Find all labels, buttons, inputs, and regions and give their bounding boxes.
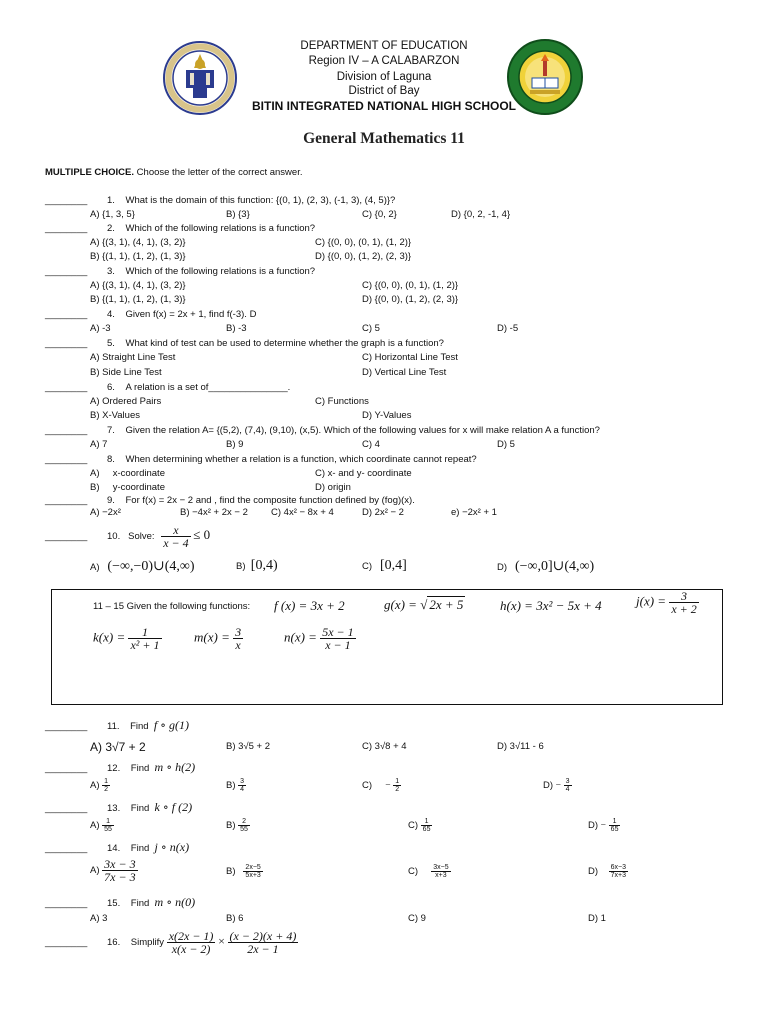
option-b: B) -3 bbox=[226, 323, 247, 334]
answer-blank[interactable]: ________ bbox=[45, 843, 88, 854]
question-7 bbox=[45, 425, 600, 436]
answer-blank[interactable]: ________ bbox=[45, 803, 88, 814]
option-a: A) $\frac{1}{2}$ bbox=[90, 778, 109, 793]
option-b: B) −4x² + 2x − 2 bbox=[180, 507, 248, 518]
question-text: Solve: bbox=[128, 531, 155, 543]
question-number: 15. bbox=[107, 898, 121, 909]
option-b: B) 3√5 + 2 bbox=[226, 741, 271, 752]
question-number: 6. bbox=[107, 382, 115, 393]
question-text: What is the domain of this function: {(0, 1), (2, 3), (-1, 3), (4, 5)}? bbox=[125, 195, 396, 206]
option-b: B) $\frac{2x-5}{5x+3}$ bbox=[226, 864, 261, 879]
option-d: D) {(0, 0), (1, 2), (2, 3)} bbox=[315, 251, 412, 262]
option-a: A) 3√7 + 2 bbox=[90, 740, 146, 754]
instructions-label: MULTIPLE CHOICE. bbox=[45, 167, 135, 178]
simplify-fraction-2: $\frac{(x - 2)(x + 4)}{2x - 1}$ bbox=[229, 929, 297, 956]
option-b: B) [0,4) bbox=[236, 558, 278, 573]
question-3 bbox=[45, 266, 315, 277]
option-c: C) x- and y- coordinate bbox=[315, 468, 412, 479]
option-c: C) 3√8 + 4 bbox=[362, 741, 407, 752]
option-d: D) 3√11 - 6 bbox=[497, 741, 544, 752]
question-text: For f(x) = 2x − 2 and , find the composite function defined by (fog)(x). bbox=[125, 495, 415, 506]
answer-blank[interactable]: ________ bbox=[45, 898, 88, 909]
header-region: Region IV – A CALABARZON bbox=[308, 55, 460, 67]
instructions-text: Choose the letter of the correct answer. bbox=[134, 167, 303, 178]
option-c: C) $\frac{3x-5}{x+3}$ bbox=[408, 864, 449, 879]
question-number: 2. bbox=[107, 223, 115, 234]
question-text: Which of the following relations is a function? bbox=[125, 266, 316, 277]
question-6 bbox=[45, 382, 290, 393]
option-b: B) 6 bbox=[226, 913, 244, 924]
option-a: A) Ordered Pairs bbox=[90, 396, 162, 407]
question-15: ________ 15. Find m ∘ n(0) bbox=[45, 895, 196, 909]
function-k: k(x) = $\frac{1}{\text{x² + 1}}$ bbox=[93, 625, 160, 652]
question-number: 1. bbox=[107, 195, 115, 206]
page-title: General Mathematics 11 bbox=[303, 130, 465, 147]
option-d: D) {0, 2, -1, 4} bbox=[451, 209, 511, 220]
question-12: ________ 12. Find m ∘ h(2) bbox=[45, 760, 196, 774]
option-c: C) [0,4] bbox=[362, 558, 407, 573]
question-1 bbox=[45, 195, 395, 206]
question-text: When determining whether a relation is a function, which coordinate cannot repeat? bbox=[125, 454, 477, 465]
function-h: h(x) = 3x² − 5x + 4 bbox=[500, 598, 602, 613]
question-text: Simplify bbox=[130, 937, 165, 949]
question-4 bbox=[45, 309, 256, 320]
option-a: A) −2x² bbox=[90, 507, 121, 518]
option-a: A) -3 bbox=[90, 323, 111, 334]
question-number: 8. bbox=[107, 454, 115, 465]
question-number: 14. bbox=[107, 843, 121, 854]
option-b: B) $\frac{3}{4}$ bbox=[226, 778, 245, 793]
option-b: B) 9 bbox=[226, 439, 244, 450]
option-a: A) 3 bbox=[90, 913, 108, 924]
header-division: Division of Laguna bbox=[336, 71, 432, 83]
question-14: ________ 14. Find j ∘ n(x) bbox=[45, 840, 190, 854]
option-d: D) 2x² − 2 bbox=[362, 507, 404, 518]
question-13: ________ 13. Find k ∘ f (2) bbox=[45, 800, 193, 814]
question-2 bbox=[45, 223, 315, 234]
answer-blank[interactable]: ________ bbox=[45, 309, 88, 320]
answer-blank[interactable]: ________ bbox=[45, 223, 88, 234]
option-d: D) {(0, 0), (1, 2), (2, 3)} bbox=[362, 294, 459, 305]
option-b: B) {3} bbox=[226, 209, 250, 220]
option-a: A) $\frac{1}{55}$ bbox=[90, 818, 112, 833]
question-text: Which of the following relations is a function? bbox=[125, 223, 316, 234]
option-d: D) 1 bbox=[588, 913, 606, 924]
answer-blank[interactable]: ________ bbox=[45, 338, 88, 349]
option-b: B) X-Values bbox=[90, 410, 140, 421]
question-11: ________ 11. Find f ∘ g(1) bbox=[45, 718, 190, 732]
answer-blank[interactable]: ________ bbox=[45, 721, 88, 732]
answer-blank[interactable]: ________ bbox=[45, 937, 88, 949]
answer-blank[interactable]: ________ bbox=[45, 425, 88, 436]
header-district: District of Bay bbox=[348, 85, 420, 97]
question-number: 12. bbox=[107, 763, 121, 774]
question-text: A relation is a set of_______________. bbox=[125, 382, 291, 393]
option-c: C) 4 bbox=[362, 439, 380, 450]
question-8 bbox=[45, 454, 477, 465]
function-m: m(x) = $\frac{3}{x}$ bbox=[194, 625, 242, 652]
function-g: g(x) = √ 2x + 5 bbox=[384, 597, 464, 612]
option-c: C) Functions bbox=[315, 396, 369, 407]
header-school-name: BITIN INTEGRATED NATIONAL HIGH SCHOOL bbox=[252, 99, 516, 113]
inequality-relation: ≤ 0 bbox=[193, 527, 211, 543]
question-number: 7. bbox=[107, 425, 115, 436]
question-number: 3. bbox=[107, 266, 115, 277]
option-a: A) Straight Line Test bbox=[90, 352, 176, 363]
function-n: n(x) = $\frac{5x - 1}{x - 1}$ bbox=[284, 625, 354, 652]
option-c: C) {0, 2} bbox=[362, 209, 397, 220]
option-d: D) − $\frac{1}{65}$ bbox=[588, 818, 619, 833]
question-16: ________ 16. Simplify $\frac{x(2x - 1)}{x(x - 2)}$ × $\frac{(x - 2)(x + 4)}{2x - 1}$ bbox=[45, 929, 297, 956]
option-a: A) {(3, 1), (4, 1), (3, 2)} bbox=[90, 280, 186, 291]
option-c: C) 5 bbox=[362, 323, 380, 334]
option-a: A) (−∞,−0)∪(4,∞) bbox=[90, 559, 195, 574]
given-functions-title: 11 – 15 Given the following functions: bbox=[93, 601, 251, 612]
option-a: A) {1, 3, 5} bbox=[90, 209, 135, 220]
option-d: D) 5 bbox=[497, 439, 515, 450]
option-b: B) Side Line Test bbox=[90, 367, 162, 378]
question-number: 16. bbox=[107, 937, 121, 949]
option-a: A) x-coordinate bbox=[90, 468, 165, 479]
question-number: 4. bbox=[107, 309, 115, 320]
instructions bbox=[45, 167, 302, 178]
option-d: D) $\frac{6x-3}{7x+3}$ bbox=[588, 864, 626, 879]
option-b: B) {(1, 1), (1, 2), (1, 3)} bbox=[90, 294, 186, 305]
answer-blank[interactable]: ________ bbox=[45, 195, 88, 206]
option-d: D) Y-Values bbox=[362, 410, 412, 421]
simplify-fraction-1: $\frac{x(2x - 1)}{x(x - 2)}$ bbox=[168, 929, 214, 956]
option-c: C) 9 bbox=[408, 913, 426, 924]
question-number: 13. bbox=[107, 803, 121, 814]
option-d: D) (−∞,0]∪(4,∞) bbox=[497, 559, 595, 574]
option-c: C) 4x² − 8x + 4 bbox=[271, 507, 334, 518]
answer-blank[interactable]: ________ bbox=[45, 266, 88, 277]
option-c: C) {(0, 0), (0, 1), (1, 2)} bbox=[362, 280, 459, 291]
inequality-fraction: $\frac{x}{x - 4}$ bbox=[163, 523, 189, 550]
option-a: A) {(3, 1), (4, 1), (3, 2)} bbox=[90, 237, 186, 248]
option-e: e) −2x² + 1 bbox=[451, 507, 497, 518]
option-c: C) {(0, 0), (0, 1), (1, 2)} bbox=[315, 237, 412, 248]
option-c: C) Horizontal Line Test bbox=[362, 352, 458, 363]
answer-blank[interactable]: ________ bbox=[45, 454, 88, 465]
question-9 bbox=[45, 495, 415, 506]
function-j: j(x) = $\frac{3}{x + 2}$ bbox=[636, 589, 697, 616]
header-department: DEPARTMENT OF EDUCATION bbox=[300, 40, 468, 52]
question-text: What kind of test can be used to determine whether the graph is a function? bbox=[125, 338, 444, 349]
function-f: f (x) = 3x + 2 bbox=[274, 598, 345, 613]
question-number: 10. bbox=[107, 531, 121, 543]
question-number: 11. bbox=[107, 721, 120, 732]
question-text: Given the relation A= {(5,2), (7,4), (9,10), (x,5). Which of the following values for x will make relation A a function? bbox=[125, 425, 600, 436]
answer-blank[interactable]: ________ bbox=[45, 763, 88, 774]
answer-blank[interactable]: ________ bbox=[45, 531, 88, 543]
option-c: C) $\frac{1}{65}$ bbox=[408, 818, 431, 833]
option-d: D) origin bbox=[315, 482, 351, 493]
answer-blank[interactable]: ________ bbox=[45, 382, 88, 393]
option-b: B) {(1, 1), (1, 2), (1, 3)} bbox=[90, 251, 186, 262]
option-b: B) $\frac{2}{55}$ bbox=[226, 818, 248, 833]
option-a: A) $\frac{3x - 3}{7x - 3}$ bbox=[90, 857, 136, 884]
question-number: 9. bbox=[107, 495, 115, 506]
question-number: 5. bbox=[107, 338, 115, 349]
question-text: Given f(x) = 2x + 1, find f(-3). D bbox=[125, 309, 257, 320]
option-c: C) − $\frac{1}{2}$ bbox=[362, 778, 400, 793]
option-b: B) y-coordinate bbox=[90, 482, 165, 493]
option-d: D) -5 bbox=[497, 323, 519, 334]
option-d: D) Vertical Line Test bbox=[362, 367, 447, 378]
question-5 bbox=[45, 338, 444, 349]
option-a: A) 7 bbox=[90, 439, 108, 450]
option-d: D) − $\frac{3}{4}$ bbox=[543, 778, 570, 793]
question-10 bbox=[45, 524, 210, 554]
answer-blank[interactable]: ________ bbox=[45, 495, 88, 506]
